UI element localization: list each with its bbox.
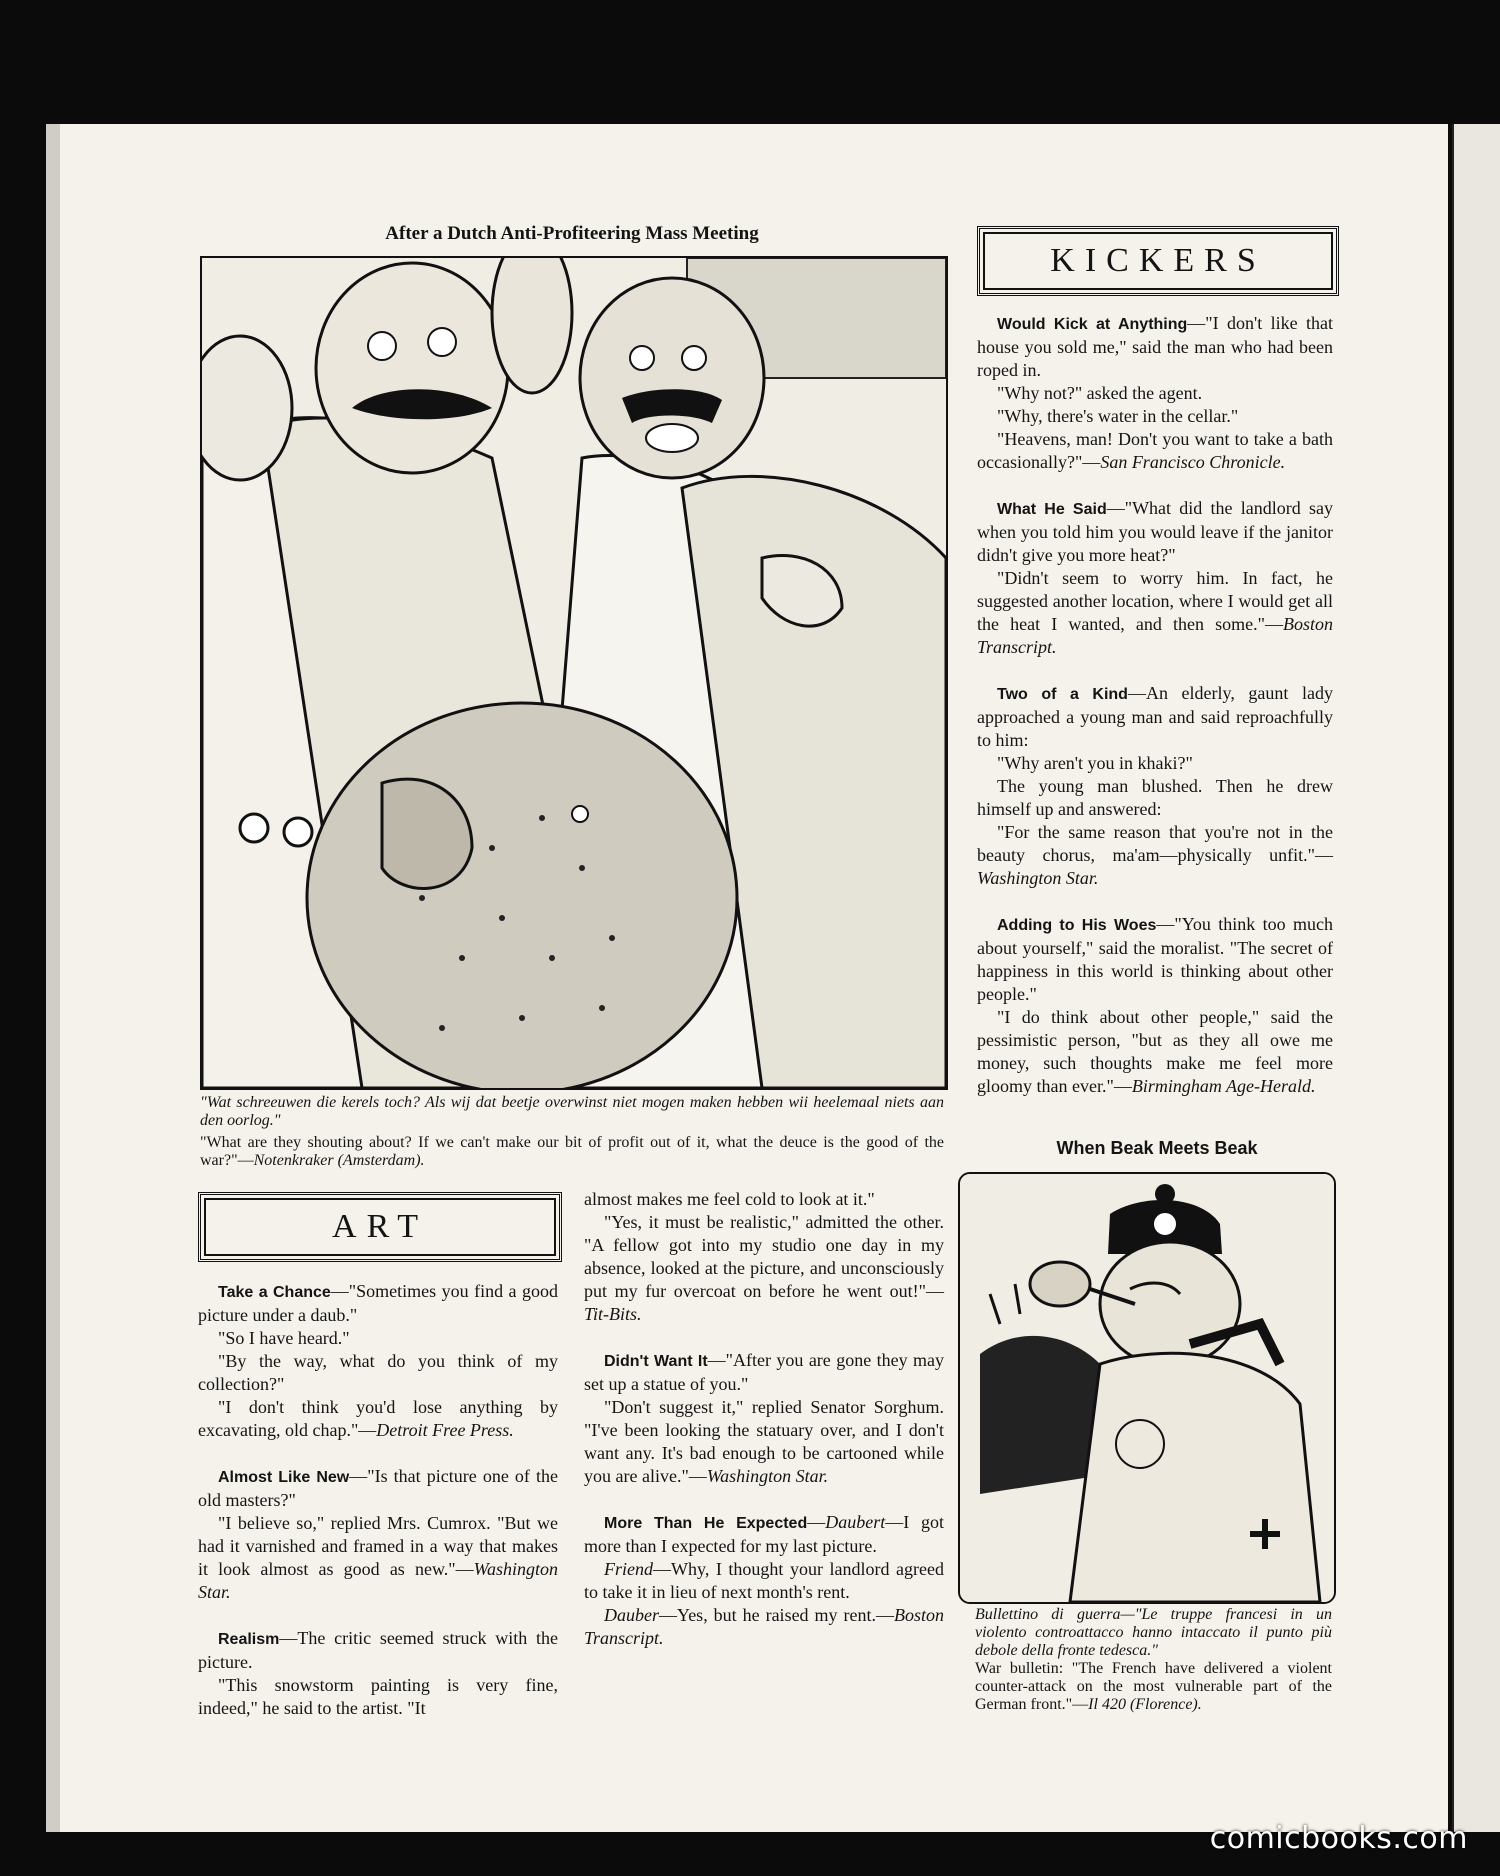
art-item-1-line: "By the way, what do you think of my collection?" xyxy=(198,1351,558,1394)
art-item-3-last: "Yes, it must be realistic," admitted the other. "A fellow got into my studio one day in my absence, looked at the picture, and unconsciously put my fur overcoat on before he went out!"—Tit-Bits. xyxy=(584,1212,944,1324)
art-item-5-last: Dauber—Yes, but he raised my rent.—Boston Transcript. xyxy=(584,1605,944,1648)
kickers-column xyxy=(977,312,1333,1098)
art-item-2-first: Almost Like New—"Is that picture one of the old masters?" xyxy=(198,1466,559,1510)
art-item-3-line: "This snowstorm painting is very fine, indeed," he said to the artist. "It xyxy=(198,1675,558,1718)
kicker-item-1-first: Would Kick at Anything—"I don't like that house you sold me," said the man who had been roped in. xyxy=(977,313,1333,380)
profiteers-cartoon xyxy=(200,256,948,1090)
beak-caption-source: Il 420 (Florence). xyxy=(1088,1696,1202,1713)
art-item-4-first: Didn't Want It—"After you are gone they may set up a statue of you." xyxy=(584,1350,944,1394)
cartoon-title: After a Dutch Anti-Profiteering Mass Meeting xyxy=(385,223,759,244)
beak-caption-english: War bulletin: "The French have delivered a violent counter-attack on the most vulnerable part of the German front."—Il 420 (Florence). xyxy=(975,1660,1332,1713)
kicker-item-4-first: Adding to His Woes—"You think too much about yourself," said the moralist. "The secret of happiness in this world is thinking about other people." xyxy=(977,914,1333,1004)
kicker-item-3-first: Two of a Kind—An elderly, gaunt lady approached a young man and said reproachfully to him: xyxy=(977,683,1333,750)
art-item-5-line: Friend—Why, I thought your landlord agreed to take it in lieu of next month's rent. xyxy=(584,1559,944,1602)
kicker-item-3-line: The young man blushed. Then he drew himself up and answered: xyxy=(977,776,1333,819)
kicker-item-3-last: "For the same reason that you're not in the beauty chorus, ma'am—physically unfit."—Washington Star. xyxy=(977,822,1333,888)
art-item-3-first: Realism—The critic seemed struck with the picture. xyxy=(198,1628,558,1672)
art-item-1-line: "So I have heard." xyxy=(218,1328,350,1348)
kickers-heading: KICKERS xyxy=(977,226,1339,296)
art-middle-column xyxy=(584,1188,944,1650)
adjacent-page-edge xyxy=(1452,124,1500,1832)
beak-cartoon-title: When Beak Meets Beak xyxy=(1056,1138,1258,1158)
art-item-3-continued: almost makes me feel cold to look at it." xyxy=(584,1189,875,1209)
kicker-item-1-line: "Why not?" asked the agent. xyxy=(997,383,1203,403)
art-heading: ART xyxy=(198,1192,562,1262)
site-watermark: comicbooks.com xyxy=(1209,1821,1468,1856)
kicker-item-2-first: What He Said—"What did the landlord say when you told him you would leave if the janitor didn't give you more heat?" xyxy=(977,498,1333,565)
kicker-item-1-last: "Heavens, man! Don't you want to take a bath occasionally?"—San Francisco Chronicle. xyxy=(977,429,1333,472)
cartoon-caption-dutch: "Wat schreeuwen die kerels toch? Als wij dat beetje overwinst niet mogen maken hebben wii heelemaal niets aan den oorlog." xyxy=(200,1094,944,1129)
kicker-item-2-last: "Didn't seem to worry him. In fact, he suggested another location, where I would get all the heat I wanted, and then some."—Boston Transcript. xyxy=(977,568,1333,657)
art-item-1-first: Take a Chance—"Sometimes you find a good picture under a daub." xyxy=(198,1281,558,1325)
art-item-1-last: "I don't think you'd lose anything by excavating, old chap."—Detroit Free Press. xyxy=(198,1397,558,1440)
cartoon-caption-english: "What are they shouting about? If we can't make our bit of profit out of it, what the deuce is the good of the war?"—Notenkraker (Amsterdam). xyxy=(200,1134,944,1169)
art-left-column xyxy=(198,1280,558,1720)
cartoon-caption-source: Notenkraker (Amsterdam). xyxy=(253,1152,425,1169)
kicker-item-3-line: "Why aren't you in khaki?" xyxy=(997,753,1193,773)
art-item-4-last: "Don't suggest it," replied Senator Sorghum. "I've been looking the statuary over, and I don't want any. It's bad enough to be cartooned while you are alive."—Washington Star. xyxy=(584,1397,944,1486)
art-item-2-last: "I believe so," replied Mrs. Cumrox. "But we had it varnished and framed in a way that makes it look almost as good as new."—Washington Star. xyxy=(198,1513,558,1602)
kicker-item-4-last: "I do think about other people," said the pessimistic person, "but as they all owe me money, such thoughts make me feel more gloomy than ever."—Birmingham Age-Herald. xyxy=(977,1007,1333,1096)
beak-cartoon xyxy=(958,1172,1336,1604)
kicker-item-1-line: "Why, there's water in the cellar." xyxy=(997,406,1239,426)
page-binding-edge xyxy=(46,124,60,1832)
art-item-5-first: More Than He Expected—Daubert—I got more than I expected for my last picture. xyxy=(584,1512,944,1556)
beak-caption-italian: Bullettino di guerra—"Le truppe francesi in un violento controattacco hanno intaccato il punto più debole della fronte tedesca." xyxy=(975,1606,1332,1659)
